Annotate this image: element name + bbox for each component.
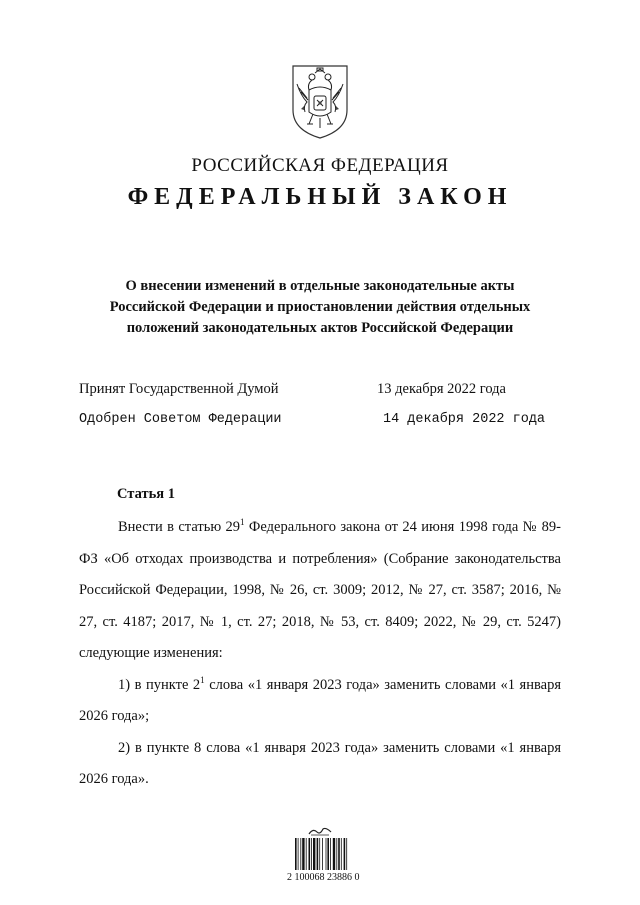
council-approval-label: Одобрен Советом Федерации bbox=[79, 412, 282, 427]
country-name: РОССИЙСКАЯ ФЕДЕРАЦИЯ bbox=[191, 155, 449, 176]
law-title-line: Российской Федерации и приостановлении действия отдельных bbox=[109, 299, 531, 315]
article-item-1 bbox=[79, 670, 561, 733]
council-approval-date: 14 декабря 2022 года bbox=[383, 412, 546, 427]
barcode-bars bbox=[295, 838, 367, 870]
law-title bbox=[80, 276, 560, 339]
signature-mark-icon bbox=[307, 826, 333, 836]
intro-superscript: 1 bbox=[240, 517, 245, 528]
barcode-number: 2 100068 23886 0 bbox=[287, 872, 360, 883]
intro-text-continued: Федерального закона от 24 июня 1998 года № 89-ФЗ «Об отходах производства и потребления» (Собрание законодательства Российской Федерации, 1998, № 26, ст. 3009; 2012, № 27, ст. 3587; 2016, № 27, ст. 4187; 2017, № 1, ст. 27; 2018, № 53, ст. 8409; 2022, № 29, ст. 5247) следующие изменения: bbox=[79, 519, 561, 661]
item-1-text-continued: слова «1 января 2023 года» заменить словами «1 января 2026 года»; bbox=[79, 676, 561, 724]
article-body bbox=[79, 512, 561, 796]
article-intro-paragraph bbox=[79, 512, 561, 670]
duma-adoption-date: 13 декабря 2022 года bbox=[377, 381, 506, 397]
intro-text: Внести в статью 29 bbox=[118, 519, 241, 535]
document-barcode bbox=[287, 826, 367, 884]
article-item-2: 2) в пункте 8 слова «1 января 2023 года» заменить словами «1 января 2026 года». bbox=[79, 739, 561, 787]
document-type: ФЕДЕРАЛЬНЫЙ ЗАКОН bbox=[127, 184, 513, 210]
law-title-line: О внесении изменений в отдельные законодательные акты bbox=[125, 278, 515, 294]
law-title-line: положений законодательных актов Российской Федерации bbox=[126, 320, 514, 336]
item-1-text: 1) в пункте 2 bbox=[118, 676, 201, 693]
item-1-superscript: 1 bbox=[200, 674, 205, 685]
duma-adoption-label: Принят Государственной Думой bbox=[79, 381, 279, 397]
article-heading: Статья 1 bbox=[117, 486, 175, 502]
coat-of-arms-icon bbox=[287, 62, 353, 140]
